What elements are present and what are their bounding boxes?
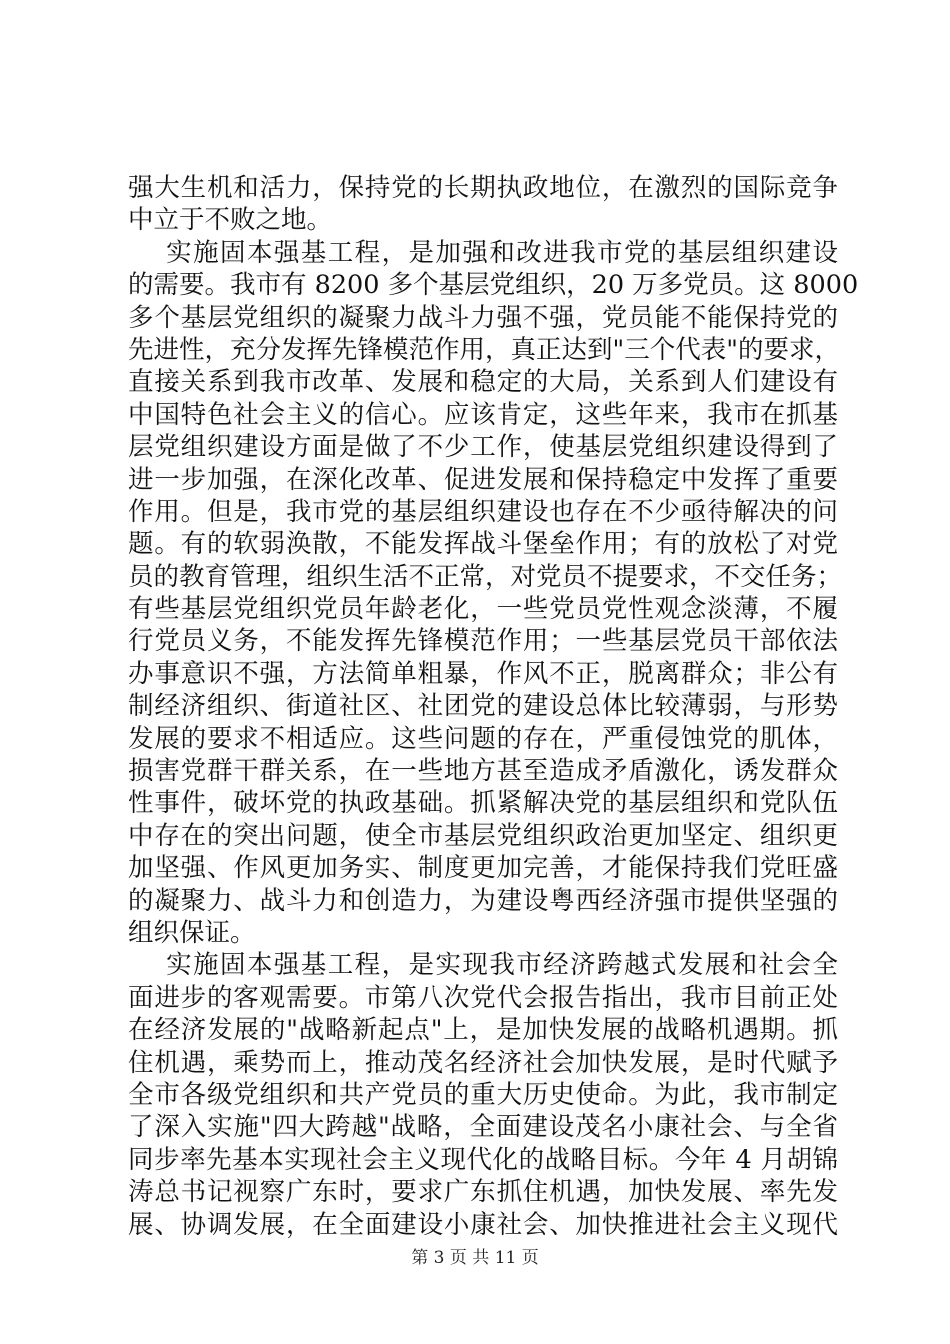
text-line: 先进性，充分发挥先锋模范作用，真正达到"三个代表"的要求， [128,334,840,365]
text-line: 损害党群干群关系，在一些地方甚至造成矛盾激化，诱发群众 [128,756,838,787]
text-line: 加坚强、作风更加务实、制度更加完善，才能保持我们党旺盛 [128,853,838,884]
text-line: 办事意识不强，方法简单粗暴，作风不正，脱离群众；非公有 [128,658,838,689]
text-line: 面进步的客观需要。市第八次党代会报告指出，我市目前正处 [128,982,838,1013]
text-line: 进一步加强，在深化改革、促进发展和保持稳定中发挥了重要 [128,464,838,495]
text-line: 实施固本强基工程，是实现我市经济跨越式发展和社会全 [128,950,838,981]
text-line: 中存在的突出问题，使全市基层党组织政治更加坚定、组织更 [128,820,838,851]
page-footer: 第 3 页 共 11 页 [411,1248,539,1268]
text-line: 在经济发展的"战略新起点"上，是加快发展的战略机遇期。抓 [128,1015,838,1046]
text-line: 住机遇，乘势而上，推动茂名经济社会加快发展，是时代赋予 [128,1047,838,1078]
text-line: 全市各级党组织和共产党员的重大历史使命。为此，我市制定 [128,1079,838,1110]
text-line: 中国特色社会主义的信心。应该肯定，这些年来，我市在抓基 [128,399,838,430]
text-line: 了深入实施"四大跨越"战略，全面建设茂名小康社会、与全省 [128,1112,838,1143]
text-line: 制经济组织、街道社区、社团党的建设总体比较薄弱，与形势 [128,691,838,722]
text-line: 员的教育管理，组织生活不正常，对党员不提要求，不交任务； [128,561,843,592]
text-line: 直接关系到我市改革、发展和稳定的大局，关系到人们建设有 [128,367,838,398]
text-line: 同步率先基本实现社会主义现代化的战略目标。今年 4 月胡锦 [128,1144,838,1175]
text-line: 组织保证。 [128,917,256,948]
text-line: 题。有的软弱涣散，不能发挥战斗堡垒作用；有的放松了对党 [128,529,838,560]
text-line: 作用。但是，我市党的基层组织建设也存在不少亟待解决的问 [128,496,838,527]
text-line: 实施固本强基工程，是加强和改进我市党的基层组织建设 [128,237,838,268]
text-line: 强大生机和活力，保持党的长期执政地位，在激烈的国际竞争 [128,173,838,203]
text-line: 展、协调发展，在全面建设小康社会、加快推进社会主义现代 [128,1209,838,1240]
text-line: 多个基层党组织的凝聚力战斗力强不强，党员能不能保持党的 [128,302,838,333]
text-line: 行党员义务，不能发挥先锋模范作用；一些基层党员干部依法 [128,626,838,657]
text-line: 有些基层党组织党员年龄老化，一些党员党性观念淡薄，不履 [128,594,838,625]
text-line: 发展的要求不相适应。这些问题的存在，严重侵蚀党的肌体， [128,723,838,754]
text-line: 性事件，破坏党的执政基础。抓紧解决党的基层组织和党队伍 [128,788,838,819]
text-line: 的凝聚力、战斗力和创造力，为建设粤西经济强市提供坚强的 [128,885,838,916]
text-line: 的需要。我市有 8200 多个基层党组织，20 万多党员。这 8000 [128,270,859,301]
text-line: 层党组织建设方面是做了不少工作，使基层党组织建设得到了 [128,432,838,463]
text-line: 中立于不败之地。 [128,205,333,236]
text-line: 涛总书记视察广东时，要求广东抓住机遇，加快发展、率先发 [128,1177,838,1208]
body-text [128,172,859,1241]
